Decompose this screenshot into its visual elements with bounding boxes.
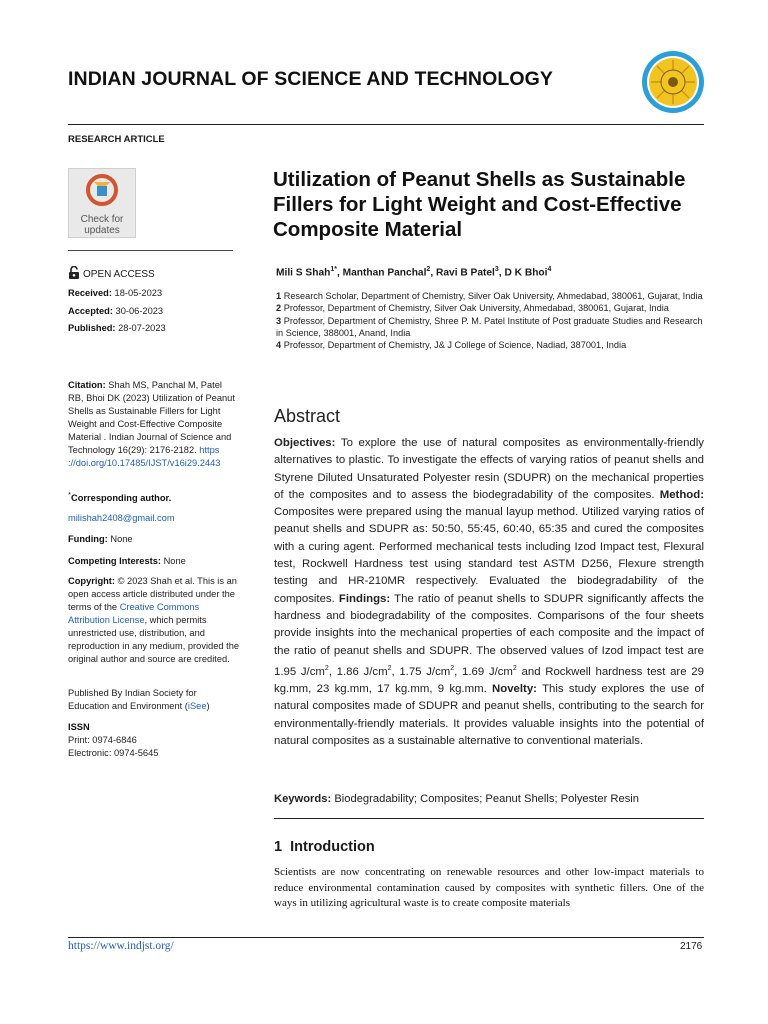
journal-seal-icon: [641, 50, 705, 114]
received-date: Received: 18-05-2023: [68, 288, 163, 298]
check-for-updates-button[interactable]: [68, 168, 136, 238]
published-date: Published: 28-07-2023: [68, 323, 166, 333]
article-title: Utilization of Peanut Shells as Sustainable Fillers for Light Weight and Cost-Effective Composite Material: [273, 168, 686, 241]
open-access-label: OPEN ACCESS: [83, 268, 155, 280]
keywords-divider: [274, 818, 704, 819]
doi-link[interactable]: https ://doi.org/10.17485/IJST/v16i29.2443: [68, 445, 221, 468]
author-email-link[interactable]: milishah2408@gmail.com: [68, 513, 175, 523]
sidebar-divider: [68, 250, 233, 251]
accepted-date: Accepted: 30-06-2023: [68, 306, 164, 316]
author-list: Mili S Shah$^{1*}$, Manthan Panchal$^2$, Ravi B Patel$^3$, D K Bhoi$^4$: [276, 266, 552, 279]
footer-divider: [68, 937, 704, 938]
citation: Citation: Shah MS, Panchal M, Patel RB, Bhoi DK (2023) Utilization of Peanut Shells as Sustainable Fillers for Light Weight and Cost-Effective Composite Material . Indian Journal of Science and Technology 16(29): 2176-2182. https ://doi.org/10.17485/IJST/v16i29.2443: [68, 380, 235, 468]
update-badge-icon: [69, 173, 135, 212]
author: D K Bhoi: [504, 267, 548, 279]
affiliation-item: 1 Research Scholar, Department of Chemistry, Silver Oak University, Ahmedabad, 380061, Gujarat, India: [276, 291, 703, 301]
affiliation-item: 2 Professor, Department of Chemistry, Silver Oak University, Ahmedabad, 380061, Gujarat, India: [276, 303, 669, 314]
corresponding-author: *Corresponding author.: [68, 490, 172, 504]
open-access: [68, 266, 155, 282]
affiliations: [276, 290, 704, 351]
author: Manthan Panchal: [342, 267, 427, 279]
journal-title: INDIAN JOURNAL OF SCIENCE AND TECHNOLOGY: [68, 68, 554, 90]
funding: Funding: None: [68, 534, 133, 544]
author: Ravi B Patel: [436, 267, 495, 279]
check-for-updates-label-1: Check for: [80, 214, 124, 225]
issn-block: ISSN Print: 0974-6846 Electronic: 0974-5645: [68, 722, 159, 758]
page-number: 2176: [680, 941, 703, 952]
affiliation-item: 4 Professor, Department of Chemistry, J& J College of Science, Nadiad, 387001, India: [276, 340, 627, 351]
header-divider: [68, 124, 704, 125]
citation-text: Shah MS, Panchal M, Patel RB, Bhoi DK (2023) Utilization of Peanut Shells as Sustainable Fillers for Light Weight and Cost-Effective Composite Material . Indian Journal of Science and Technology 16(29): 2176-2182.: [68, 380, 235, 455]
section-heading-introduction: 1 Introduction: [274, 839, 375, 855]
footer-journal-link[interactable]: https://www.indjst.org/: [68, 940, 174, 952]
introduction-text: Scientists are now concentrating on renewable resources and other low-impact materials to reduce environmental contamination caused by composites with synthetic fillers. One of the ways in utilizing agricultural waste is to create composite materials: [274, 866, 704, 909]
license-link[interactable]: Creative Commons Attribution License: [68, 602, 200, 625]
affiliation-item: 3 Professor, Department of Chemistry, Shree P. M. Patel Institute of Post graduate Studies and Research in Science, 388001, Anand, India: [276, 315, 703, 338]
article-type: RESEARCH ARTICLE: [68, 134, 165, 145]
publisher: Published By Indian Society for Education and Environment (iSee): [68, 688, 210, 711]
isee-link[interactable]: iSee: [187, 701, 207, 711]
competing-interests: Competing Interests: None: [68, 556, 186, 566]
abstract-text: Objectives: To explore the use of natural composites as environmentally-friendly alternatives to plastic. To investigate the effects of varying ratios of peanut shells and Styrene Diluted Unsaturated Polyester resin (SDUPR) on the mechanical properties of the composites and to assess the biodegradability of the composites. Method: Composites were prepared using the manual layup method. Utilized varying ratios of peanut shells and SDUPR as: 50:50, 55:45, 60:40, 65:35 and cured the composites with a curing agent. Performed mechanical tests including Izod Impact test, Flexural test, Rockwell Hardness test using standard test ASTM D256, Flexure strength testing and HR-210MR respectively. Evaluated the biodegradability of the composites. Findings: The ratio of peanut shells to SDUPR significantly affects the hardness and biodegradability of the composites. Comparisons of the four sheets provide insights into the mechanical properties of each composite and the impact of the ratio of peanut shells and SDUPR. The observed values of Izod impact test are 1.95 $J/cm^2$, 1.86 $J/cm^2$, 1.75 $J/cm^2$, 1.69 $J/cm^2$ and Rockwell hardness test are 29 kg.mm, 23 kg.mm, 17 kg.mm, 9 kg.mm. Novelty: This study explores the use of natural composites made of SDUPR and peanut shells, contributing to the search for environmentally-friendly materials. It provides valuable insights into the potential of natural composites as a sustainable alternative to conventional materials.: [274, 437, 705, 747]
copyright: Copyright: © 2023 Shah et al. This is an open access article distributed under the terms of the Creative Commons Attribution License, which permits unrestricted use, distribution, and reproduction in any medium, provided the original author and source are credited.: [68, 576, 240, 664]
check-for-updates-label-2: updates: [84, 225, 120, 236]
open-lock-icon: [68, 266, 80, 282]
author: Mili S Shah: [276, 267, 331, 279]
keywords: Keywords: Biodegradability; Composites; Peanut Shells; Polyester Resin: [274, 793, 640, 805]
abstract-heading: Abstract: [274, 406, 341, 426]
